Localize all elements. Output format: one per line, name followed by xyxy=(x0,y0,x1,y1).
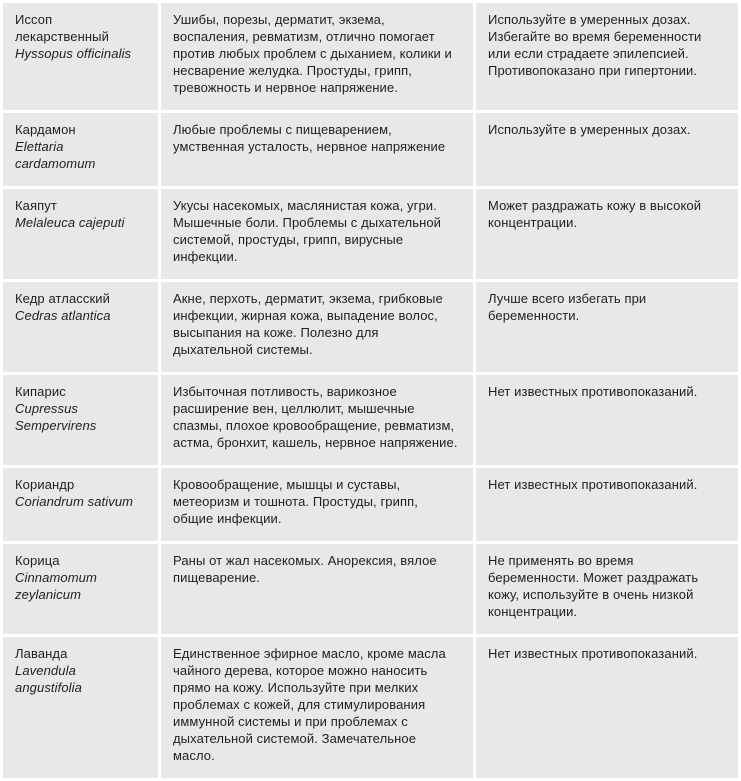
plant-common-name: Кедр атласский xyxy=(15,291,110,306)
plant-warnings-cell: Нет известных противопоказаний. xyxy=(476,375,738,465)
table-body xyxy=(3,3,738,778)
table-row xyxy=(3,113,738,186)
plant-uses-cell: Избыточная потливость, варикозное расширение вен, целлюлит, мышечные спазмы, плохое кровообращение, ревматизм, астма, бронхит, кашель, нервное напряжение. xyxy=(161,375,473,465)
plant-latin-name: Cedras atlantica xyxy=(15,308,111,323)
plant-name-cell xyxy=(3,189,158,279)
plant-name-cell xyxy=(3,113,158,186)
plant-name-cell xyxy=(3,375,158,465)
plant-name-cell xyxy=(3,282,158,372)
plant-warnings-cell: Нет известных противопоказаний. xyxy=(476,637,738,778)
plant-uses-cell: Раны от жал насекомых. Анорексия, вялое пищеварение. xyxy=(161,544,473,634)
plant-common-name: Иссоп лекарственный xyxy=(15,12,109,44)
plant-latin-name: Cupressus Sempervirens xyxy=(15,401,97,433)
plant-uses-cell: Укусы насекомых, маслянистая кожа, угри. Мышечные боли. Проблемы с дыхательной системой, простуды, грипп, вирусные инфекции. xyxy=(161,189,473,279)
plant-uses-cell: Любые проблемы с пищеварением, умственная усталость, нервное напряжение xyxy=(161,113,473,186)
plant-common-name: Лаванда xyxy=(15,646,68,661)
table-row xyxy=(3,544,738,634)
plant-latin-name: Melaleuca cajeputi xyxy=(15,215,125,230)
plant-name-cell xyxy=(3,3,158,110)
table-row xyxy=(3,375,738,465)
table-row xyxy=(3,282,738,372)
plant-latin-name: Hyssopus officinalis xyxy=(15,46,132,61)
plant-name-cell xyxy=(3,544,158,634)
plant-latin-name: Elettaria cardamomum xyxy=(15,139,96,171)
plant-latin-name: Cinnamomum zeylanicum xyxy=(15,570,97,602)
plant-common-name: Кипарис xyxy=(15,384,66,399)
plant-warnings-cell: Лучше всего избегать при беременности. xyxy=(476,282,738,372)
plant-warnings-cell: Нет известных противопоказаний. xyxy=(476,468,738,541)
plant-common-name: Кориандр xyxy=(15,477,75,492)
table-row xyxy=(3,637,738,778)
table-row xyxy=(3,468,738,541)
plant-uses-cell: Акне, перхоть, дерматит, экзема, грибковые инфекции, жирная кожа, выпадение волос, высыпания на коже. Полезно для дыхательной системы. xyxy=(161,282,473,372)
plant-warnings-cell: Не применять во время беременности. Может раздражать кожу, используйте в очень низкой концентрации. xyxy=(476,544,738,634)
plant-common-name: Каяпут xyxy=(15,198,57,213)
plant-common-name: Кардамон xyxy=(15,122,76,137)
plant-uses-cell: Единственное эфирное масло, кроме масла чайного дерева, которое можно наносить прямо на кожу. Используйте при мелких проблемах с кожей, для стимулирования иммунной системы и при проблемах с дыхательной системой. Замечательное масло. xyxy=(161,637,473,778)
plant-name-cell xyxy=(3,637,158,778)
plant-latin-name: Coriandrum sativum xyxy=(15,494,134,509)
plant-uses-cell: Кровообращение, мышцы и суставы, метеоризм и тошнота. Простуды, грипп, общие инфекции. xyxy=(161,468,473,541)
plant-warnings-cell: Используйте в умеренных дозах. Избегайте во время беременности или если страдаете эпилепсией. Противопоказано при гипертонии. xyxy=(476,3,738,110)
plant-warnings-cell: Используйте в умеренных дозах. xyxy=(476,113,738,186)
plant-common-name: Корица xyxy=(15,553,60,568)
plant-latin-name: Lavendula angustifolia xyxy=(15,663,82,695)
table-row xyxy=(3,3,738,110)
plant-name-cell xyxy=(3,468,158,541)
plant-uses-cell: Ушибы, порезы, дерматит, экзема, воспаления, ревматизм, отлично помогает против любых проблем с дыханием, колики и несварение желудка. Простуды, грипп, тревожность и нервное напряжение. xyxy=(161,3,473,110)
table-row xyxy=(3,189,738,279)
plant-warnings-cell: Может раздражать кожу в высокой концентрации. xyxy=(476,189,738,279)
